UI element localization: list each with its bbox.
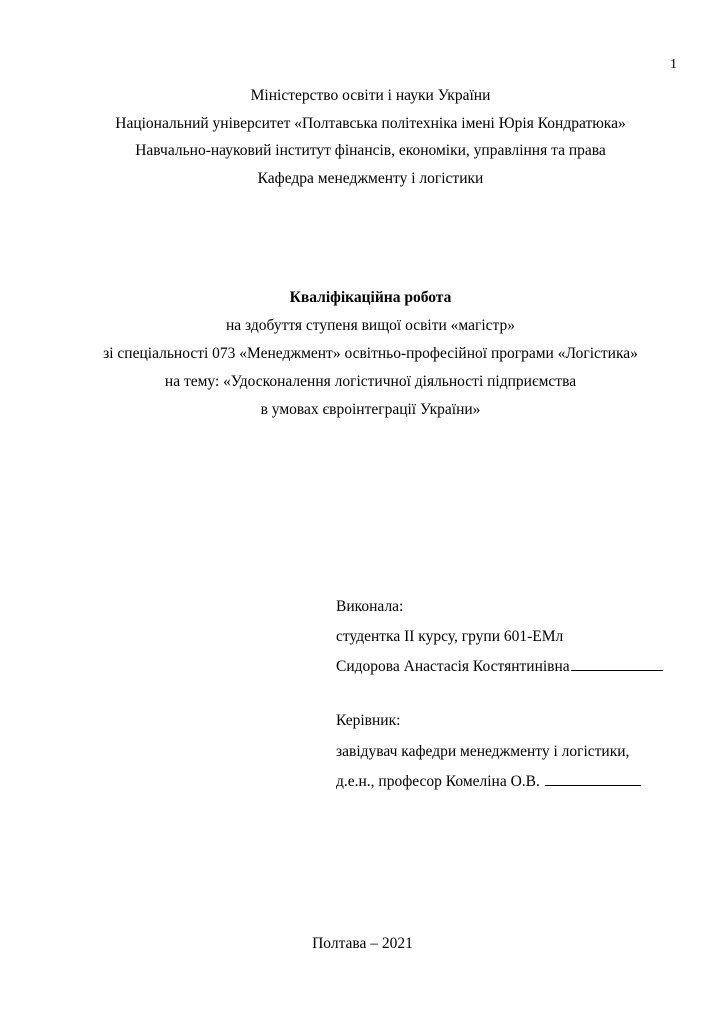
page-number: 1 xyxy=(670,57,677,72)
institution-header xyxy=(58,82,683,192)
city-year-footer: Полтава – 2021 xyxy=(312,935,413,952)
work-title-block xyxy=(58,284,683,423)
ministry-line: Міністерство освіти і науки України xyxy=(250,87,491,104)
author-group: студентка ІІ курсу, групи 601-ЕМл xyxy=(336,627,564,645)
author-signature-line xyxy=(571,670,663,671)
degree-line: на здобуття ступеня вищої освіти «магістр» xyxy=(226,317,515,335)
topic-line-1: на тему: «Удосконалення логістичної діяльності підприємства xyxy=(164,372,577,390)
signature-spacer xyxy=(336,682,683,706)
department-line: Кафедра менеджменту і логістики xyxy=(257,169,484,187)
author-label: Виконала: xyxy=(336,597,404,615)
author-name: Сидорова Анастасія Костянтинівна xyxy=(336,658,570,676)
topic-line-2: в умовах євроінтеграції України» xyxy=(260,400,481,418)
institute-line: Навчально-науковий інститут фінансів, економіки, управління та права xyxy=(135,142,606,160)
signature-block xyxy=(336,592,683,797)
work-type: Кваліфікаційна робота xyxy=(289,289,452,307)
supervisor-position: завідувач кафедри менеджменту і логістики, xyxy=(336,742,630,760)
supervisor-label: Керівник: xyxy=(336,712,401,730)
supervisor-section xyxy=(336,706,683,797)
supervisor-signature-line xyxy=(545,785,641,786)
author-name-row xyxy=(336,652,683,682)
supervisor-name: д.е.н., професор Комеліна О.В. xyxy=(336,772,540,790)
author-section xyxy=(336,592,683,683)
university-line: Національний університет «Полтавська політехніка імені Юрія Кондратюка» xyxy=(115,114,626,132)
supervisor-name-row xyxy=(336,767,683,797)
specialty-line: зі спеціальності 073 «Менеджмент» освітньо-професійної програми «Логістика» xyxy=(103,345,638,363)
page-content xyxy=(58,82,683,797)
